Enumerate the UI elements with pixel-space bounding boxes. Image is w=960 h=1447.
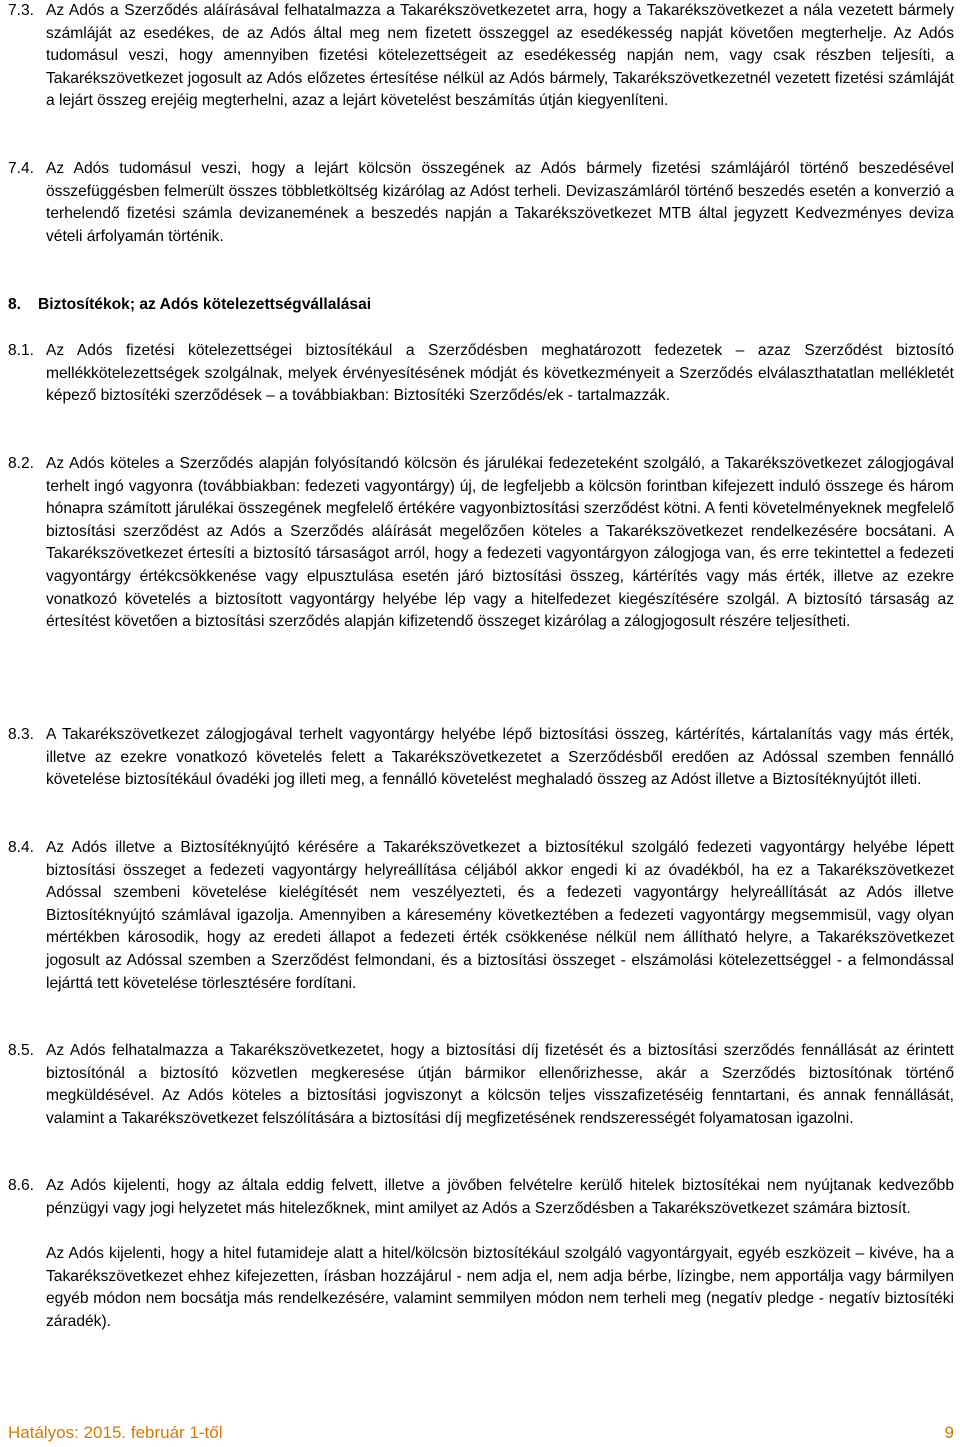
footer-effective-date: Hatályos: 2015. február 1-től — [8, 1423, 223, 1442]
paragraph-8-5 — [8, 1040, 954, 1130]
paragraph-text: Az Adós a Szerződés aláírásával felhatalmazza a Takarékszövetkezetet arra, hogy a Takarékszövetkezet a nála vezetett bármely számláját az esedékes, de az Adós által meg nem fizetett összeggel az esedékesség napját követően megterhelje. Az Adós tudomásul veszi, hogy amennyiben fizetési kötelezettségeit az esedékesség napján nem, vagy csak részben teljesíti, a Takarékszövetkezet jogosult az Adós előzetes értesítése nélkül az Adós bármely, Takarékszövetkezetnél vezetett fizetési számláját a lejárt összeg erejéig megterhelni, azaz a lejárt követelést beszámítás útján kiegyenlíteni. — [46, 2, 954, 110]
footer-page-number: 9 — [944, 1423, 954, 1442]
paragraph-number: 8.2. — [8, 455, 35, 472]
paragraph-text: Az Adós köteles a Szerződés alapján folyósítandó kölcsön és járulékai fedezeteként szolgáló, a Takarékszövetkezet zálogjogával terhelt ingó vagyonra (továbbiakban: fedezeti vagyontárgy) új, de legfeljebb a kölcsön forintban kifejezett induló összege és három hónapra számított járulékai összegének megfelelő értékére vagyonbiztosítási szerződést kötni. A fenti követelményeknek megfelelő biztosítási szerződést az Adós a Szerződés aláírását megelőzően köteles a Takarékszövetkezet rendelkezésére bocsátani. A Takarékszövetkezet értesíti a biztosító társaságot arról, hogy a fedezeti vagyontárgyon zálogjoga van, és erre tekintettel a fedezeti vagyontárgy értékcsökkenése vagy elpusztulása esetén járó biztosítási összeg, kártérítés vagy más érték, illetve az ezekre vonatkozó követelés a biztosított vagyontárgy helyébe lép vagy a hitelfedezet kiegészítésére szolgál. A biztosító társaság az értesítést követően a biztosítási szerződés alapján kifizetendő összeget kizárólag a zálogjogosult részére teljesítheti. — [46, 455, 954, 631]
paragraph-7-3 — [8, 0, 954, 113]
heading-text: Biztosítékok; az Adós kötelezettségvállalásai — [38, 296, 372, 313]
paragraph-text: Az Adós fizetési kötelezettségei biztosítékául a Szerződésben meghatározott fedezetek – azaz Szerződést biztosító mellékkötelezettségek szolgálnak, melyek érvényesítésének módját és következményeit a Szerződés elválaszthatatlan mellékletét képező biztosítéki szerződések – a továbbiakban: Biztosítéki Szerződés/ek - tartalmazzák. — [46, 342, 954, 405]
paragraph-number: 8.1. — [8, 342, 35, 359]
paragraph-8-6 — [8, 1175, 954, 1220]
paragraph-number: 8.3. — [8, 726, 35, 743]
document-page — [8, 0, 954, 1447]
paragraph-number: 8.6. — [8, 1177, 35, 1194]
paragraph-text: Az Adós tudomásul veszi, hogy a lejárt kölcsön összegének az Adós bármely fizetési számlájáról történő beszedésével összefüggésben felmerült összes többletköltség kizárólag az Adóst terheli. Devizaszámláról történő beszedés esetén a konverzió a terhelendő fizetési számla devizanemének a beszedés napján a Takarékszövetkezet MTB által jegyzett Kedvezményes deviza vételi árfolyamán történik. — [46, 160, 954, 245]
paragraph-text: Az Adós kijelenti, hogy az általa eddig felvett, illetve a jövőben felvételre kerülő hitelek biztosítékai nem nyújtanak kedvezőbb pénzügyi vagy jogi helyzetet más hitelezőknek, mint amilyet az Adós a Szerződésben a Takarékszövetkezet számára biztosít. — [46, 1177, 954, 1217]
paragraph-number: 7.3. — [8, 2, 35, 19]
paragraph-8-1 — [8, 340, 954, 408]
paragraph-text: A Takarékszövetkezet zálogjogával terhelt vagyontárgy helyébe lépő biztosítási összeg, kártérítés, kártalanítás vagy más érték, illetve az ezekre vonatkozó követelés felett a Takarékszövetkezetet a Szerződésből eredően az Adóssal szemben fennálló követelése biztosítékául óvadéki jog illeti meg, a fennálló követelést meghaladó összeg az Adóst illetve a Biztosítéknyújtót illeti. — [46, 726, 954, 789]
paragraph-number: 8.4. — [8, 839, 35, 856]
paragraph-7-4 — [8, 158, 954, 248]
paragraph-text: Az Adós felhatalmazza a Takarékszövetkezetet, hogy a biztosítási díj fizetését és a biztosítási szerződés fennállását az érintett biztosítónál a biztosító közvetlen megkeresése útján bármikor ellenőrizhesse, akár a Szerződés biztosítónak történő megküldésével. Az Adós köteles a biztosítási jogviszonyt a kölcsön teljes visszafizetéséig fenntartani, és annak fennállását, valamint a Takarékszövetkezet felszólítására a biztosítási díj megfizetésének rendszerességét folyamatosan igazolni. — [46, 1042, 954, 1127]
paragraph-8-3 — [8, 724, 954, 792]
paragraph-number: 8.5. — [8, 1042, 35, 1059]
heading-number: 8. — [8, 296, 22, 313]
paragraph-8-6-continuation: Az Adós kijelenti, hogy a hitel futamideje alatt a hitel/kölcsön biztosítékául szolgáló vagyontárgyait, egyéb eszközeit – kivéve, ha a Takarékszövetkezet ehhez kifejezetten, írásban hozzájárul - nem adja el, nem adja bérbe, lízingbe, nem apportálja vagy bármilyen egyéb módon nem bocsátja más rendelkezésére, valamint semmilyen módon nem terheli meg (negatív pledge - negatív biztosítéki záradék). — [46, 1245, 954, 1330]
section-heading-8 — [8, 294, 371, 317]
paragraph-8-4 — [8, 837, 954, 995]
paragraph-number: 7.4. — [8, 160, 35, 177]
paragraph-text: Az Adós illetve a Biztosítéknyújtó kérésére a Takarékszövetkezet a biztosítékul szolgáló fedezeti vagyontárgy helyébe lépett biztosítási összeget a fedezeti vagyontárgy helyreállítása céljából akkor engedi ki az óvadékból, ha ez a Takarékszövetkezet Adóssal szembeni követelése kielégítését nem veszélyezteti, és a fedezeti vagyontárgy helyreállítását az Adós illetve Biztosítéknyújtó számlával igazolja. Amennyiben a káresemény következtében a fedezeti vagyontárgy megsemmisül, vagy olyan mértékben károsodik, hogy az eredeti állapot a fedezeti érték csökkenése nélkül nem állítható helyre, a Takarékszövetkezet jogosult az Adóssal szemben a Szerződést felmondani, és a biztosítási összeget - elszámolási kötelezettséggel - a felmondással lejárttá tett követelése törlesztésére fordítani. — [46, 839, 954, 992]
paragraph-8-2 — [8, 453, 954, 634]
